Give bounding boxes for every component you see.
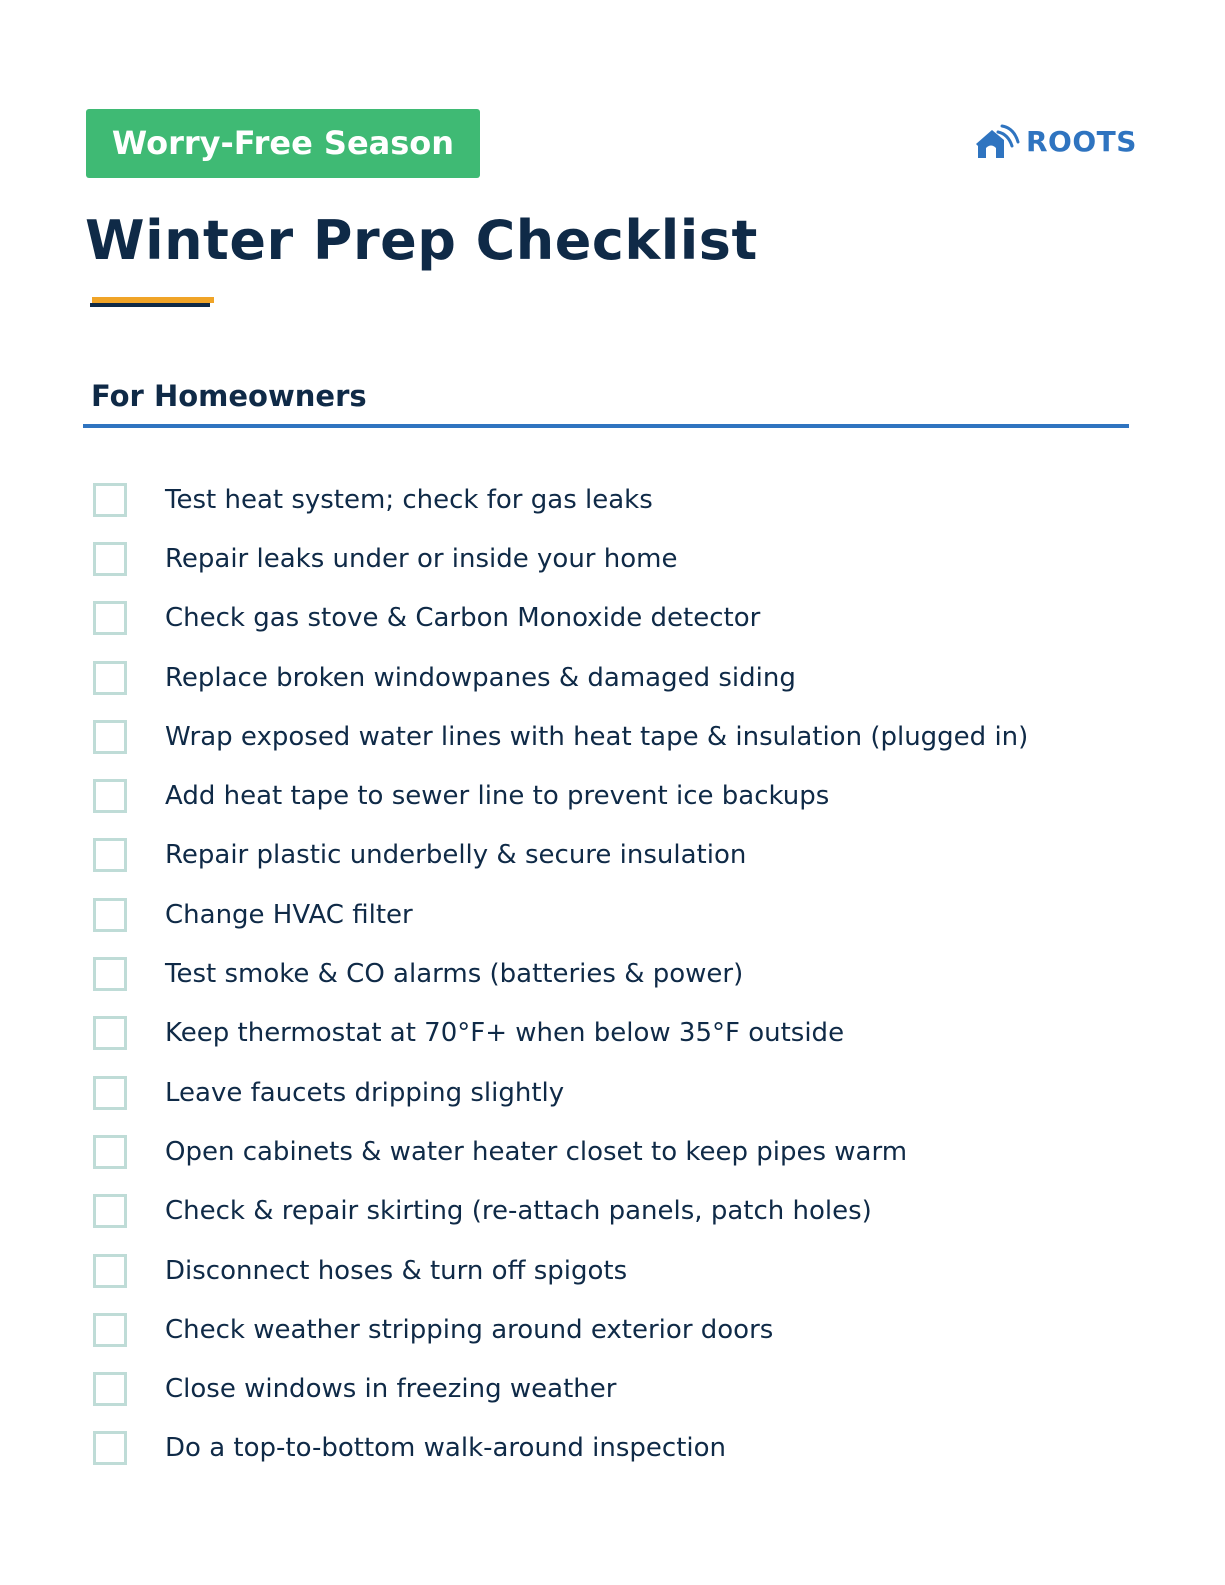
- house-icon: [974, 124, 1020, 160]
- logo-text: ROOTS: [1026, 125, 1137, 158]
- checklist-item-label: Repair leaks under or inside your home: [165, 543, 678, 574]
- checkbox[interactable]: [93, 1254, 127, 1288]
- checkbox[interactable]: [93, 1431, 127, 1465]
- checklist-item[interactable]: [93, 944, 1028, 1003]
- checklist-item-label: Add heat tape to sewer line to prevent ice backups: [165, 781, 830, 812]
- checklist-item[interactable]: [93, 707, 1028, 766]
- checklist-item[interactable]: [93, 470, 1028, 529]
- checkbox[interactable]: [93, 1194, 127, 1228]
- checklist-item[interactable]: [93, 648, 1028, 707]
- checklist-item-label: Do a top-to-bottom walk-around inspection: [165, 1433, 727, 1464]
- checklist-item[interactable]: [93, 529, 1028, 588]
- accent-bar-navy: [90, 303, 210, 307]
- checklist-item-label: Replace broken windowpanes & damaged siding: [165, 662, 796, 693]
- checkbox[interactable]: [93, 1135, 127, 1169]
- checklist-item[interactable]: [93, 1063, 1028, 1122]
- section-divider: [83, 424, 1129, 428]
- checklist-item[interactable]: [93, 1359, 1028, 1418]
- checklist-item[interactable]: [93, 1182, 1028, 1241]
- checklist-item[interactable]: [93, 826, 1028, 885]
- checkbox[interactable]: [93, 661, 127, 695]
- checkbox[interactable]: [93, 1076, 127, 1110]
- checklist-item-label: Check weather stripping around exterior doors: [165, 1314, 774, 1345]
- season-badge: Worry-Free Season: [86, 109, 480, 178]
- checklist-item-label: Test smoke & CO alarms (batteries & power): [165, 959, 744, 990]
- checkbox[interactable]: [93, 483, 127, 517]
- checklist-item-label: Disconnect hoses & turn off spigots: [165, 1255, 628, 1286]
- checklist-item-label: Close windows in freezing weather: [165, 1374, 617, 1405]
- page-title: Winter Prep Checklist: [85, 209, 758, 272]
- checklist-item-label: Keep thermostat at 70°F+ when below 35°F outside: [165, 1018, 845, 1049]
- checkbox[interactable]: [93, 1016, 127, 1050]
- checkbox[interactable]: [93, 898, 127, 932]
- checklist-item-label: Test heat system; check for gas leaks: [165, 484, 653, 515]
- checklist-item-label: Wrap exposed water lines with heat tape & insulation (plugged in): [165, 721, 1029, 752]
- checkbox[interactable]: [93, 957, 127, 991]
- checklist-item[interactable]: [93, 885, 1028, 944]
- title-underline: [90, 297, 214, 309]
- checklist-item[interactable]: [93, 1300, 1028, 1359]
- checklist-item-label: Check & repair skirting (re-attach panels, patch holes): [165, 1196, 872, 1227]
- checkbox[interactable]: [93, 838, 127, 872]
- checklist-item[interactable]: [93, 1419, 1028, 1478]
- checklist-item[interactable]: [93, 1241, 1028, 1300]
- checklist-item[interactable]: [93, 1122, 1028, 1181]
- checkbox[interactable]: [93, 1372, 127, 1406]
- checklist-item-label: Change HVAC filter: [165, 899, 413, 930]
- checkbox[interactable]: [93, 601, 127, 635]
- checklist: [93, 470, 1028, 1478]
- checklist-item-label: Repair plastic underbelly & secure insulation: [165, 840, 747, 871]
- checklist-item[interactable]: [93, 589, 1028, 648]
- checkbox[interactable]: [93, 1313, 127, 1347]
- checkbox[interactable]: [93, 542, 127, 576]
- checkbox[interactable]: [93, 720, 127, 754]
- section-title: For Homeowners: [91, 379, 367, 413]
- checklist-item-label: Open cabinets & water heater closet to keep pipes warm: [165, 1136, 908, 1167]
- checklist-item-label: Check gas stove & Carbon Monoxide detector: [165, 603, 761, 634]
- checkbox[interactable]: [93, 779, 127, 813]
- checklist-item-label: Leave faucets dripping slightly: [165, 1077, 565, 1108]
- roots-logo: [974, 122, 1137, 162]
- checklist-item[interactable]: [93, 1004, 1028, 1063]
- checklist-item[interactable]: [93, 766, 1028, 825]
